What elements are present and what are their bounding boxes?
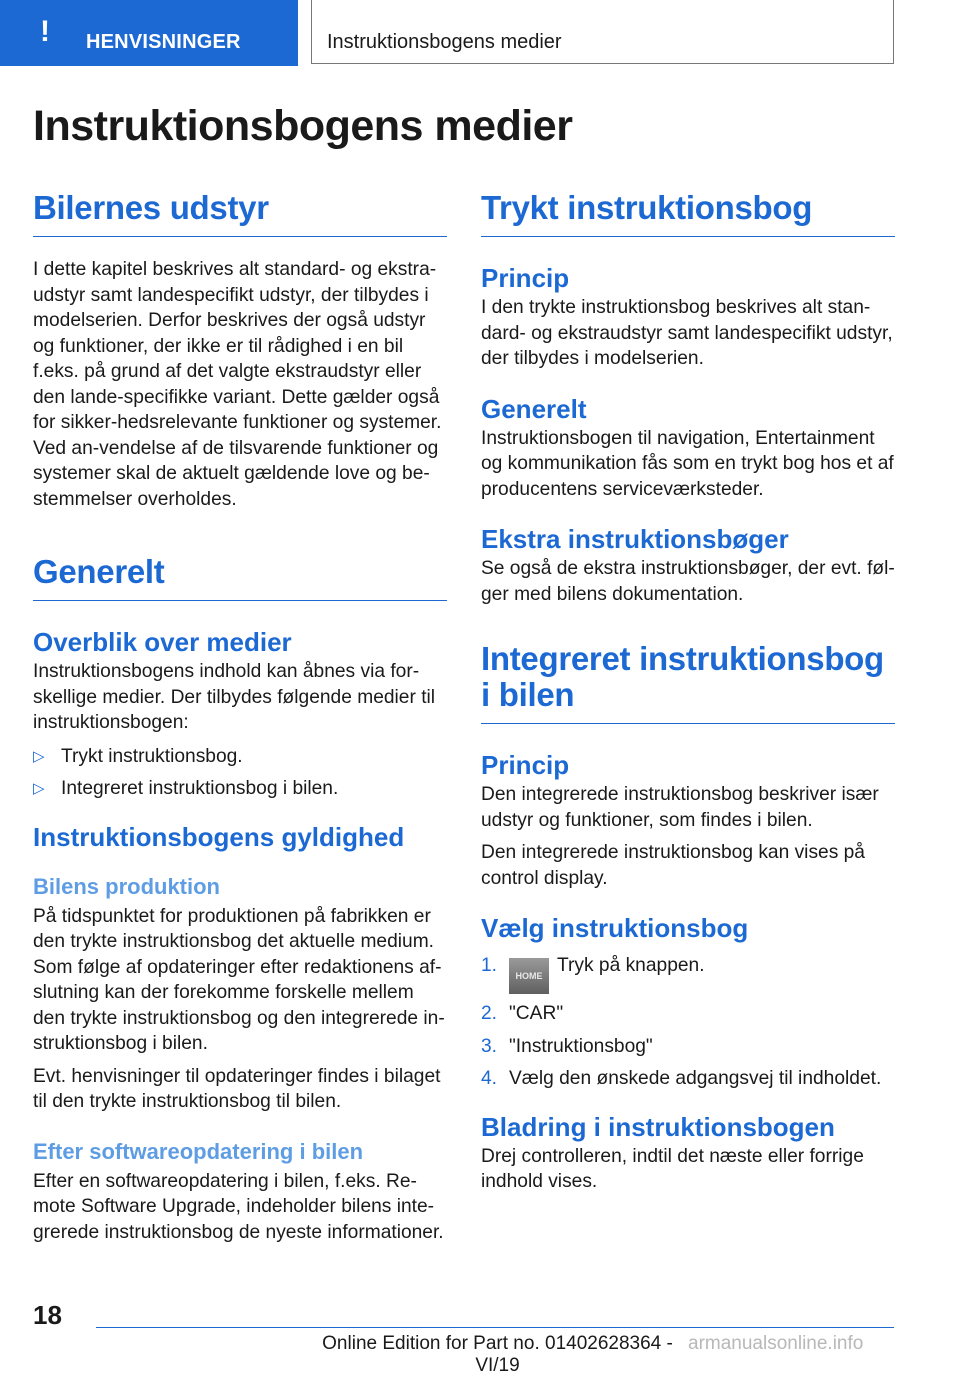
heading-overblik: Overblik over medier [33, 627, 292, 657]
heading-integreret: Integreret instruktionsbog i bilen [481, 641, 895, 724]
footer-divider [96, 1327, 894, 1328]
heading-software: Efter softwareopdatering i bilen [33, 1138, 364, 1164]
page-header [0, 0, 960, 66]
princip-integreret-text-1: Den integrerede instruktionsbog beskriver især udstyr og funktioner, som findes i bilen. [481, 784, 879, 831]
produktion-text-1: På tidspunktet for produktionen på fabrikken er den trykte instruktionsbog det aktuelle medium. Som følge af opdateringer efter redaktionens af-slutning kan der forekomme forskelle mellem den trykte instruktionsbog og den integrerede in-struktionsbog i bilen. [33, 905, 445, 1054]
heading-generelt-trykt: Generelt [481, 393, 587, 424]
section-label: HENVISNINGER [86, 31, 241, 53]
breadcrumb-text: Instruktionsbogens medier [327, 31, 562, 53]
heading-gyldighed: Instruktionsbogens gyldighed [33, 821, 405, 852]
heading-ekstra: Ekstra instruktionsbøger [481, 524, 789, 554]
software-text: Efter en softwareopdatering i bilen, f.eks. Re-mote Software Upgrade, indeholder bilens inte-grerede instruktionsbog de nyeste informationer. [33, 1170, 444, 1243]
produktion-text-2: Evt. henvisninger til opdateringer findes i bilaget til den trykte instruktionsbog til bilen. [33, 1065, 441, 1112]
generelt-trykt-text: Instruktionsbogen til navigation, Entertainment og kommunikation fås som en trykt bog hos et af producentens serviceværksteder. [481, 427, 894, 500]
list-item: 3. "Instruktionsbog" [481, 1035, 653, 1057]
heading-bilernes-udstyr: Bilernes udstyr [33, 190, 447, 237]
heading-generelt: Generelt [33, 554, 447, 601]
heading-vaelg: Vælg instruktionsbog [481, 913, 749, 943]
footer-edition: Online Edition for Part no. 01402628364 - VI/19 [322, 1333, 673, 1376]
exclamation-icon: ! [40, 15, 50, 48]
heading-bilens-produktion: Bilens produktion [33, 873, 220, 899]
page-number: 18 [33, 1300, 62, 1330]
triangle-bullet-icon: ▷ [33, 747, 45, 765]
bilernes-udstyr-text: I dette kapitel beskrives alt standard- og ekstra-udstyr samt landespecifikt udstyr, der tilbydes i modelserien. Derfor beskrives der også udstyr og funktioner, der ikke er til rådighed i en bil f.eks. på grund af det valgte ekstraudstyr eller den lande-specifikke variant. Dette gælder også for sikker-hedsrelevante funktioner og systemer. Ved an-vendelse af de tilsvarende funktioner og systemer skal de aktuelt gældende love og be-stemmelser overholdes. [33, 259, 442, 510]
bladring-text: Drej controlleren, indtil det næste eller forrige indhold vises. [481, 1145, 864, 1192]
list-item: 2. "CAR" [481, 1003, 564, 1024]
section-tab [0, 0, 298, 66]
left-column [33, 190, 447, 1245]
heading-princip: Princip [481, 263, 570, 293]
princip-integreret-text-2: Den integrerede instruktionsbog kan vises på control display. [481, 842, 865, 889]
princip-text: I den trykte instruktionsbog beskrives alt stan-dard- og ekstraudstyr samt landespecifikt udstyr, der tilbydes i modelserien. [481, 297, 893, 369]
steps-list [481, 953, 895, 1092]
ekstra-text: Se også de ekstra instruktionsbøger, der evt. føl-ger med bilens dokumentation. [481, 558, 895, 605]
list-item: ▷ Trykt instruktionsbog. [33, 744, 447, 770]
watermark: armanualsonline.info [688, 1333, 864, 1354]
triangle-bullet-icon: ▷ [33, 780, 45, 797]
breadcrumb [311, 0, 894, 64]
heading-bladring: Bladring i instruktionsbogen [481, 1111, 835, 1142]
heading-princip-integreret: Princip [481, 750, 570, 780]
list-item: ▷ Integreret instruktionsbog i bilen. [33, 776, 447, 802]
right-column [481, 190, 895, 1195]
media-list [33, 744, 447, 802]
list-item: 4. Vælg den ønskede adgangsvej til indholdet. [481, 1068, 882, 1089]
page-title: Instruktionsbogens medier [33, 102, 573, 150]
overblik-text: Instruktionsbogens indhold kan åbnes via for-skellige medier. Der tilbydes følgende medier til instruktionsbogen: [33, 661, 436, 733]
home-button-icon[interactable]: HOME [509, 958, 549, 994]
list-item: 1. HOME Tryk på knappen. [481, 953, 895, 994]
heading-trykt: Trykt instruktionsbog [481, 190, 895, 237]
